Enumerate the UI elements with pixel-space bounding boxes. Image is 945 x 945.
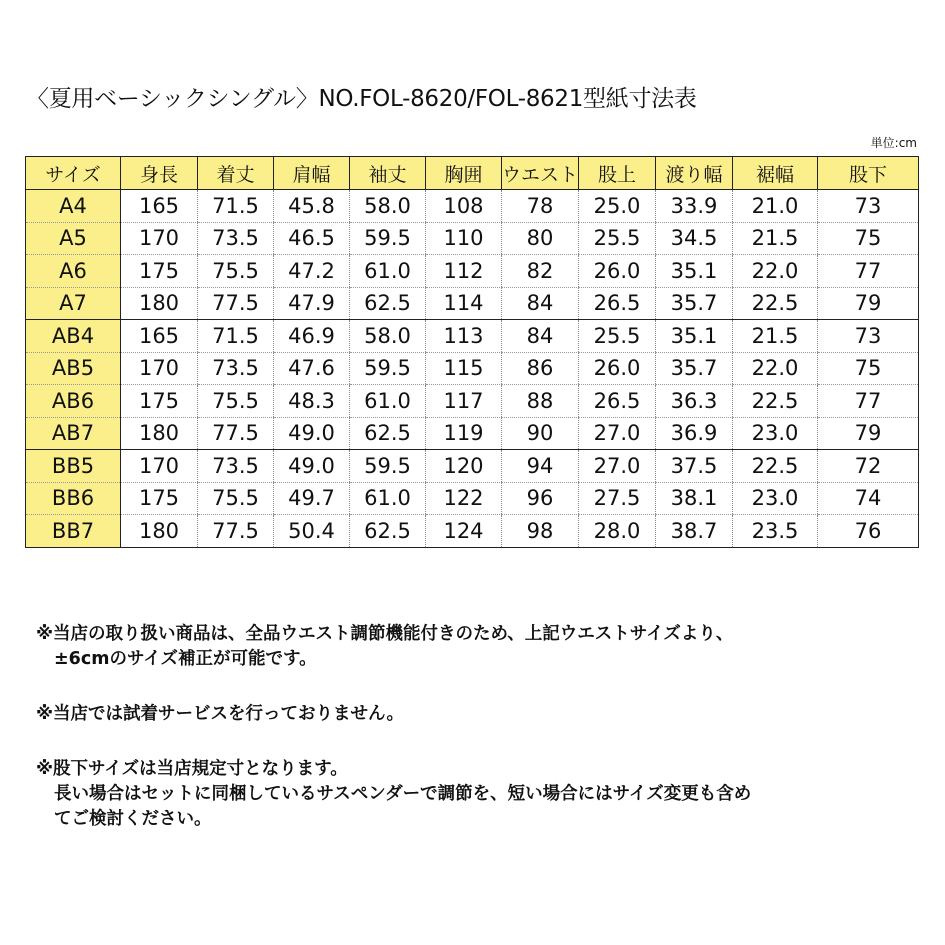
value-cell: 79 bbox=[818, 287, 919, 320]
value-cell: 38.7 bbox=[656, 515, 733, 548]
value-cell: 49.7 bbox=[274, 482, 350, 515]
value-cell: 59.5 bbox=[350, 352, 426, 385]
table-row bbox=[26, 417, 919, 450]
value-cell: 94 bbox=[502, 450, 579, 483]
value-cell: 77.5 bbox=[198, 417, 274, 450]
value-cell: 175 bbox=[121, 482, 198, 515]
value-cell: 23.0 bbox=[733, 482, 818, 515]
size-cell: AB7 bbox=[26, 417, 121, 450]
value-cell: 74 bbox=[818, 482, 919, 515]
value-cell: 46.5 bbox=[274, 222, 350, 255]
value-cell: 77 bbox=[818, 385, 919, 418]
value-cell: 73 bbox=[818, 190, 919, 223]
value-cell: 58.0 bbox=[350, 190, 426, 223]
value-cell: 25.0 bbox=[579, 190, 656, 223]
value-cell: 71.5 bbox=[198, 190, 274, 223]
size-cell: AB6 bbox=[26, 385, 121, 418]
value-cell: 88 bbox=[502, 385, 579, 418]
value-cell: 79 bbox=[818, 417, 919, 450]
value-cell: 35.1 bbox=[656, 320, 733, 353]
value-cell: 75.5 bbox=[198, 255, 274, 288]
value-cell: 61.0 bbox=[350, 255, 426, 288]
header-chest: 胸囲 bbox=[426, 157, 502, 190]
note-line: ±6cmのサイズ補正が可能です。 bbox=[54, 649, 317, 669]
value-cell: 36.9 bbox=[656, 417, 733, 450]
size-cell: A4 bbox=[26, 190, 121, 223]
value-cell: 26.0 bbox=[579, 255, 656, 288]
value-cell: 22.5 bbox=[733, 385, 818, 418]
value-cell: 27.0 bbox=[579, 450, 656, 483]
size-cell: AB5 bbox=[26, 352, 121, 385]
table-row bbox=[26, 385, 919, 418]
value-cell: 25.5 bbox=[579, 320, 656, 353]
value-cell: 37.5 bbox=[656, 450, 733, 483]
table-row bbox=[26, 190, 919, 223]
value-cell: 80 bbox=[502, 222, 579, 255]
value-cell: 170 bbox=[121, 352, 198, 385]
value-cell: 47.6 bbox=[274, 352, 350, 385]
value-cell: 33.9 bbox=[656, 190, 733, 223]
value-cell: 48.3 bbox=[274, 385, 350, 418]
value-cell: 22.5 bbox=[733, 287, 818, 320]
value-cell: 84 bbox=[502, 320, 579, 353]
value-cell: 23.0 bbox=[733, 417, 818, 450]
header-inseam: 股下 bbox=[818, 157, 919, 190]
value-cell: 75.5 bbox=[198, 385, 274, 418]
notes-section bbox=[36, 622, 916, 862]
value-cell: 75 bbox=[818, 222, 919, 255]
value-cell: 90 bbox=[502, 417, 579, 450]
table-row bbox=[26, 482, 919, 515]
value-cell: 180 bbox=[121, 515, 198, 548]
value-cell: 49.0 bbox=[274, 417, 350, 450]
value-cell: 96 bbox=[502, 482, 579, 515]
value-cell: 27.5 bbox=[579, 482, 656, 515]
header-rise: 股上 bbox=[579, 157, 656, 190]
value-cell: 180 bbox=[121, 417, 198, 450]
value-cell: 180 bbox=[121, 287, 198, 320]
value-cell: 21.0 bbox=[733, 190, 818, 223]
value-cell: 175 bbox=[121, 385, 198, 418]
value-cell: 21.5 bbox=[733, 320, 818, 353]
table-row bbox=[26, 287, 919, 320]
value-cell: 82 bbox=[502, 255, 579, 288]
value-cell: 62.5 bbox=[350, 515, 426, 548]
value-cell: 38.1 bbox=[656, 482, 733, 515]
table-row bbox=[26, 222, 919, 255]
value-cell: 61.0 bbox=[350, 482, 426, 515]
value-cell: 34.5 bbox=[656, 222, 733, 255]
value-cell: 122 bbox=[426, 482, 502, 515]
note-line: ※当店の取り扱い商品は、全品ウエスト調節機能付きのため、上記ウエストサイズより、 bbox=[36, 624, 734, 644]
value-cell: 77.5 bbox=[198, 515, 274, 548]
value-cell: 22.0 bbox=[733, 352, 818, 385]
value-cell: 47.2 bbox=[274, 255, 350, 288]
size-cell: AB4 bbox=[26, 320, 121, 353]
value-cell: 114 bbox=[426, 287, 502, 320]
header-length: 着丈 bbox=[198, 157, 274, 190]
size-cell: A5 bbox=[26, 222, 121, 255]
value-cell: 25.5 bbox=[579, 222, 656, 255]
header-waist: ウエスト bbox=[502, 157, 579, 190]
value-cell: 50.4 bbox=[274, 515, 350, 548]
value-cell: 112 bbox=[426, 255, 502, 288]
header-hem: 裾幅 bbox=[733, 157, 818, 190]
header-sleeve: 袖丈 bbox=[350, 157, 426, 190]
value-cell: 21.5 bbox=[733, 222, 818, 255]
table-row bbox=[26, 515, 919, 548]
value-cell: 61.0 bbox=[350, 385, 426, 418]
value-cell: 26.5 bbox=[579, 385, 656, 418]
value-cell: 115 bbox=[426, 352, 502, 385]
table-header-row bbox=[26, 157, 919, 190]
value-cell: 170 bbox=[121, 222, 198, 255]
header-size: サイズ bbox=[26, 157, 121, 190]
note-waist-adjust bbox=[36, 622, 916, 672]
value-cell: 35.7 bbox=[656, 287, 733, 320]
value-cell: 22.0 bbox=[733, 255, 818, 288]
value-cell: 62.5 bbox=[350, 287, 426, 320]
unit-label: 単位:cm bbox=[870, 136, 917, 150]
value-cell: 165 bbox=[121, 190, 198, 223]
note-line: 長い場合はセットに同梱しているサスペンダーで調節を、短い場合にはサイズ変更も含め bbox=[54, 784, 752, 804]
note-line: ※当店では試着サービスを行っておりません。 bbox=[36, 704, 405, 724]
size-cell: A7 bbox=[26, 287, 121, 320]
size-chart-table bbox=[25, 156, 919, 548]
note-inseam bbox=[36, 757, 916, 832]
value-cell: 22.5 bbox=[733, 450, 818, 483]
value-cell: 46.9 bbox=[274, 320, 350, 353]
size-cell: BB6 bbox=[26, 482, 121, 515]
value-cell: 119 bbox=[426, 417, 502, 450]
value-cell: 175 bbox=[121, 255, 198, 288]
value-cell: 76 bbox=[818, 515, 919, 548]
value-cell: 170 bbox=[121, 450, 198, 483]
value-cell: 49.0 bbox=[274, 450, 350, 483]
value-cell: 78 bbox=[502, 190, 579, 223]
table-row bbox=[26, 352, 919, 385]
note-no-fitting bbox=[36, 702, 916, 727]
value-cell: 124 bbox=[426, 515, 502, 548]
value-cell: 71.5 bbox=[198, 320, 274, 353]
value-cell: 84 bbox=[502, 287, 579, 320]
page-title: 〈夏用ベーシックシングル〉NO.FOL-8620/FOL-8621型紙寸法表 bbox=[26, 86, 697, 112]
value-cell: 59.5 bbox=[350, 450, 426, 483]
size-cell: A6 bbox=[26, 255, 121, 288]
value-cell: 108 bbox=[426, 190, 502, 223]
note-line: てご検討ください。 bbox=[54, 809, 212, 829]
value-cell: 47.9 bbox=[274, 287, 350, 320]
value-cell: 59.5 bbox=[350, 222, 426, 255]
value-cell: 72 bbox=[818, 450, 919, 483]
value-cell: 27.0 bbox=[579, 417, 656, 450]
size-cell: BB5 bbox=[26, 450, 121, 483]
value-cell: 35.1 bbox=[656, 255, 733, 288]
value-cell: 62.5 bbox=[350, 417, 426, 450]
value-cell: 110 bbox=[426, 222, 502, 255]
value-cell: 73.5 bbox=[198, 222, 274, 255]
value-cell: 75.5 bbox=[198, 482, 274, 515]
value-cell: 120 bbox=[426, 450, 502, 483]
header-height: 身長 bbox=[121, 157, 198, 190]
value-cell: 58.0 bbox=[350, 320, 426, 353]
value-cell: 117 bbox=[426, 385, 502, 418]
value-cell: 45.8 bbox=[274, 190, 350, 223]
value-cell: 98 bbox=[502, 515, 579, 548]
value-cell: 23.5 bbox=[733, 515, 818, 548]
value-cell: 73.5 bbox=[198, 450, 274, 483]
value-cell: 73 bbox=[818, 320, 919, 353]
table-row bbox=[26, 255, 919, 288]
value-cell: 113 bbox=[426, 320, 502, 353]
value-cell: 86 bbox=[502, 352, 579, 385]
value-cell: 36.3 bbox=[656, 385, 733, 418]
value-cell: 28.0 bbox=[579, 515, 656, 548]
header-thigh: 渡り幅 bbox=[656, 157, 733, 190]
value-cell: 73.5 bbox=[198, 352, 274, 385]
table-row bbox=[26, 450, 919, 483]
note-line: ※股下サイズは当店規定寸となります。 bbox=[36, 759, 348, 779]
value-cell: 26.5 bbox=[579, 287, 656, 320]
value-cell: 26.0 bbox=[579, 352, 656, 385]
value-cell: 75 bbox=[818, 352, 919, 385]
table-row bbox=[26, 320, 919, 353]
value-cell: 165 bbox=[121, 320, 198, 353]
value-cell: 77.5 bbox=[198, 287, 274, 320]
value-cell: 77 bbox=[818, 255, 919, 288]
header-shoulder: 肩幅 bbox=[274, 157, 350, 190]
size-cell: BB7 bbox=[26, 515, 121, 548]
value-cell: 35.7 bbox=[656, 352, 733, 385]
